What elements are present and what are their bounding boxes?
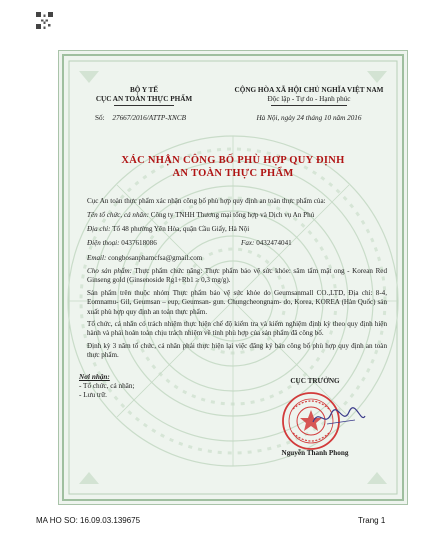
phone-label: Điện thoại: <box>87 239 120 247</box>
header-left-underline <box>114 105 174 106</box>
fax-row <box>241 239 292 248</box>
org-label: Tên tổ chức, cá nhân: <box>87 211 149 219</box>
document-number <box>95 114 186 123</box>
address-value: Tổ 48 phường Yên Hòa, quận Cầu Giấy, Hà Nội <box>112 225 250 233</box>
intro-text: Cục An toàn thực phẩm xác nhận công bố phù hợp quy định an toàn thực phẩm của: <box>87 197 326 205</box>
signer-name: Nguyễn Thanh Phong <box>281 449 349 457</box>
fax-label: Fax: <box>241 239 255 247</box>
file-number: MA HO SO: 16.09.03.139675 <box>36 516 141 525</box>
email-label: Email: <box>87 254 107 262</box>
product-label: Cho sản phẩm: <box>87 267 132 275</box>
manufacturer-text: Sản phẩm trên thuộc nhóm Thực phẩm bảo vệ sức khỏe do Geumsanmall CO.,LTD, Địa chỉ: 8-4, Eomnamu- Gil, Geumsan – eup, Geumsan- gun. Chungcheongnam- do, Korea, KOREA (Hàn Quốc) sản xuất phù hợp quy định an toàn thực phẩm. <box>87 289 387 316</box>
period-text: Định kỳ 3 năm tổ chức, cá nhân phải thực hiện lại việc đăng ký bản công bố phù hợp quy định an toàn thực phẩm. <box>87 342 387 360</box>
document-title-line1: XÁC NHẬN CÔNG BỐ PHÙ HỢP QUY ĐỊNH <box>121 155 345 166</box>
country-name: CỘNG HÒA XÃ HỘI CHỦ NGHĨA VIỆT NAM <box>234 86 384 94</box>
document-title-line2: AN TOÀN THỰC PHẨM <box>172 168 294 179</box>
phone-row <box>87 239 387 248</box>
number-value: 27667/2016/ATTP-XNCB <box>112 114 186 122</box>
org-value: Công ty TNHH Thương mại tổng hợp và Dịch vụ An Phú <box>150 211 315 219</box>
responsibility-text: Tổ chức, cá nhân có trách nhiệm thực hiện chế độ kiểm tra và kiểm nghiệm định kỳ theo quy định hiện hành và phải hoàn toàn chịu trách nhiệm về tính phù hợp của sản phẩm đã công bố. <box>87 320 387 338</box>
org-row <box>87 211 387 220</box>
address-row <box>87 225 387 234</box>
recipient-item: - Tổ chức, cá nhân; <box>79 382 135 390</box>
department-name: CỤC AN TOÀN THỰC PHẨM <box>95 95 193 103</box>
certificate <box>58 50 408 505</box>
email-value: congbosanphamcfsa@gmail.com <box>108 254 203 262</box>
fax-value: 0432474041 <box>256 239 292 247</box>
qr-code-icon <box>36 12 53 29</box>
national-motto: Độc lập - Tự do - Hạnh phúc <box>267 95 351 103</box>
recipient-item: - Lưu trữ. <box>79 391 107 399</box>
recipients-label: Nơi nhận: <box>79 373 110 381</box>
phone-value: 0437618086 <box>121 239 157 247</box>
email-row <box>87 254 387 263</box>
handwritten-signature <box>309 406 369 430</box>
product-text: Thực phẩm chức năng: Thực phẩm bảo vệ sức khỏe: sâm tẩm mật ong - Korean Red Ginseng gold (Ginsenoside Rg1+Rb1 ≥ 0,3 mg/g). <box>87 267 387 285</box>
number-label: Số: <box>95 114 105 122</box>
header-right-underline <box>271 105 347 106</box>
signature-title: CỤC TRƯỞNG <box>290 377 340 385</box>
issue-date: Hà Nội, ngày 24 tháng 10 năm 2016 <box>256 114 362 122</box>
page-number: Trang 1 <box>358 516 386 525</box>
address-label: Địa chỉ: <box>87 225 111 233</box>
ministry-name: BỘ Y TẾ <box>129 86 159 94</box>
product-row <box>87 267 387 286</box>
